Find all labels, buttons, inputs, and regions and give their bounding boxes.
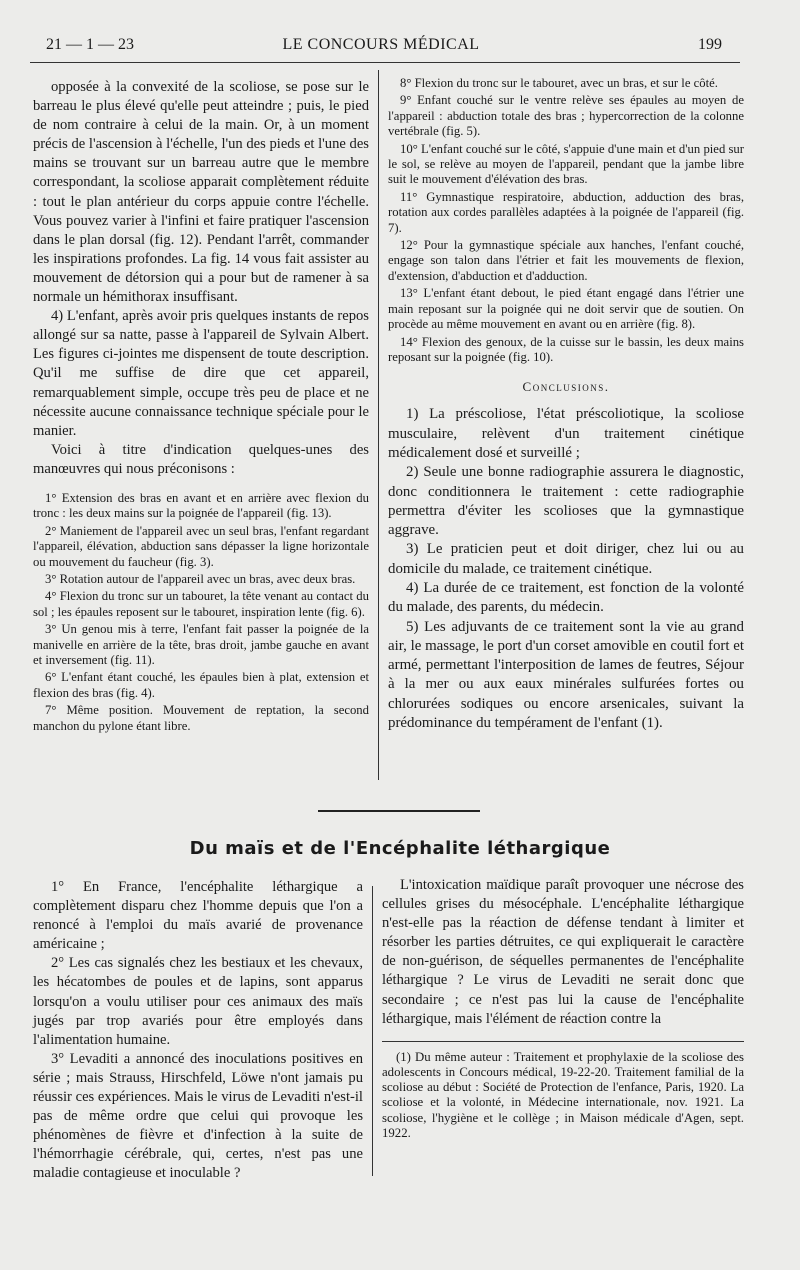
- column-left-top: [33, 78, 369, 736]
- conclusion-item: 3) Le praticien peut et doit diriger, chez lui ou au domicile du malade, ce traitement cinétique.: [388, 541, 744, 577]
- exercise-item: 10° L'enfant couché sur le côté, s'appuie d'une main et d'un pied sur le sol, se relève au moyen de l'appareil, pendant que la jambe libre suit le mouvement d'élévation des bras.: [388, 141, 744, 187]
- exercise-item: 1° Extension des bras en avant et en arrière avec flexion du tronc : les deux mains sur la poignée de l'appareil (fig. 13).: [33, 490, 369, 521]
- exercise-item: 9° Enfant couché sur le ventre relève ses épaules au moyen de l'appareil : abduction totale des bras ; hypercorrection de la colonne vertébrale (fig. 5).: [388, 93, 744, 139]
- paragraph: Voici à titre d'indication quelques-unes des manœuvres qui nous préconisons :: [33, 441, 369, 477]
- exercise-item: 2° Maniement de l'appareil avec un seul bras, l'enfant regardant l'appareil, élévation, abduction sans dépasser la ligne horizontale ou mouvement du faucheur (fig. 3).: [33, 523, 369, 569]
- footnote: (1) Du même auteur : Traitement et prophylaxie de la scoliose des adolescents in Concours médical, 19-22-20. Traitement familial de la scoliose au début : Société de Protection de l'enfance, Paris, 1920. La scoliose et la volonté, in Médecine internationale, nov. 1921. La scoliose, l'hygiène et le collège ; in Maison médicale d'Agen, sept. 1922.: [382, 1049, 744, 1140]
- column-right-bottom: [382, 876, 744, 1141]
- exercise-list: [388, 76, 744, 365]
- exercise-list: [33, 491, 369, 734]
- issue-date: 21 — 1 — 23: [46, 36, 134, 53]
- exercise-item: 7° Même position. Mouvement de reptation, la second manchon du pylone étant libre.: [33, 703, 369, 733]
- journal-title: LE CONCOURS MÉDICAL: [282, 36, 480, 53]
- running-header: [40, 36, 722, 60]
- paragraph: 1° En France, l'encéphalite léthargique a complètement disparu chez l'homme depuis que l'on a renoncé à l'emploi du maïs avarié de provenance américaine ;: [33, 879, 363, 953]
- section-separator: [318, 810, 480, 812]
- column-left-bottom: [33, 878, 363, 1184]
- exercise-item: 12° Pour la gymnastique spéciale aux hanches, l'enfant couché, engage son talon dans l'étrier et fait les mouvements de flexion, d'extension, d'abduction et d'adduction.: [388, 238, 744, 283]
- column-divider: [378, 70, 379, 780]
- conclusion-item: 5) Les adjuvants de ce traitement sont la vie au grand air, le massage, le port d'un corset amovible en coutil fort et armé, permettant l'interposition de lames de feutres, Séjour à la mer ou aux eaux minérales sulfurées fortes ou chlorurées sodiques ou encore arsenicales, suivant la prédominance du tempérament de l'enfant (1).: [388, 618, 744, 732]
- conclusion-item: 4) La durée de ce traitement, est fonction de la volonté du malade, des parents, du médecin.: [388, 579, 744, 616]
- exercise-item: 3° Un genou mis à terre, l'enfant fait passer la poignée de la manivelle en arrière de la tête, bras droit, jambe gauche en avant et inversement (fig. 11).: [33, 622, 369, 668]
- footnote-rule: [382, 1041, 744, 1042]
- article-title: Du maïs et de l'Encéphalite léthargique: [189, 838, 611, 859]
- exercise-item: 8° Flexion du tronc sur le tabouret, avec un bras, et sur le côté.: [400, 76, 718, 90]
- conclusions-heading: Conclusions.: [522, 379, 610, 395]
- page-number: 199: [698, 36, 722, 53]
- exercise-item: 13° L'enfant étant debout, le pied étant engagé dans l'étrier une main reposant sur la poignée qui ne doit servir que de soutien. On procède au même mouvement en avant ou en arrière (fig. 8).: [388, 286, 744, 332]
- column-divider: [372, 886, 373, 1176]
- exercise-item: 3° Rotation autour de l'appareil avec un bras, avec deux bras.: [45, 572, 356, 586]
- paragraph: L'intoxication maïdique paraît provoquer une nécrose des cellules grises du mésocéphale. L'encéphalite léthargique n'est-elle pas la réaction de défense tendant à limiter et résorber les parties détruites, ce qui expliquerait le caractère de non-guérison, de séquelles permanentes de l'encéphalite léthargique ? Le virus de Levaditi ne serait donc que secondaire ; ce n'est pas lui la cause de l'encéphalite léthargique, mais l'élément de réaction contre la: [382, 877, 744, 1027]
- exercise-item: 4° Flexion du tronc sur un tabouret, la tête venant au contact du sol ; les épaules reposent sur le tabouret, inspiration lente (fig. 6).: [33, 589, 369, 619]
- conclusion-item: 1) La préscoliose, l'état préscoliotique, la scoliose musculaire, relèvent d'un traitement cinétique médicalement dosé et surveillé ;: [388, 406, 744, 461]
- column-right-top: [388, 76, 744, 733]
- header-rule: [30, 62, 740, 63]
- exercise-item: 6° L'enfant étant couché, les épaules bien à plat, extension et flexion des bras (fig. 4).: [33, 670, 369, 700]
- exercise-item: 14° Flexion des genoux, de la cuisse sur le bassin, les deux mains reposant sur la poignée (fig. 10).: [388, 334, 744, 364]
- paragraph: opposée à la convexité de la scoliose, se pose sur le barreau le plus élevé qu'elle peut atteindre ; puis, le pied de nom contraire à celui de la main. Or, à un moment précis de l'ascension à l'échelle, l'un des pieds et l'une des mains se trouvant sur un barreau autre que le membre correspondant, la scoliose apparait complètement réduite : tout le plan antérieur du corps appuie contre l'échelle. Vous pouvez varier à l'infini et faire pratiquer l'ascension dans le plan dorsal (fig. 12). Pendant l'arrêt, commander les inspirations profondes. La fig. 14 vous fait assister au mouvement de détorsion qui a pour but de ramener à sa normale un hémithorax insuffisant.: [33, 79, 369, 306]
- paragraph: 3° Levaditi a annoncé des inoculations positives en série ; mais Strauss, Hirschfeld, Löwe n'ont jamais pu réussir ces expériences. Mais le virus de Levaditi n'est-il pas de même ordre que celui qui provoque les phénomènes de fièvre et d'infection à la suite de l'hémorrhagie cérébrale, qui, certes, n'est pas une maladie contagieuse et inoculable ?: [33, 1050, 363, 1182]
- conclusion-item: 2) Seule une bonne radiographie assurera le diagnostic, donc conditionnera le traitement : cette radiographie permettra d'éviter les scolioses que la gymnastique aggrave.: [388, 464, 744, 539]
- exercise-item: 11° Gymnastique respiratoire, abduction, adduction des bras, rotation aux cordes parallèles adaptées à la poignée de l'appareil (fig. 7).: [388, 189, 744, 235]
- paragraph: 2° Les cas signalés chez les bestiaux et les chevaux, les hécatombes de poules et de lapins, sont apparus lorsqu'on a voulu utiliser pour ces animaux des maïs jugés par trop avariés pour être employés dans l'alimentation humaine.: [33, 955, 363, 1048]
- paragraph: 4) L'enfant, après avoir pris quelques instants de repos allongé sur sa natte, passe à l'appareil de Sylvain Albert. Les figures ci-jointes me dispensent de toute description. Qu'il me suffise de dire que cet appareil, remarquablement simple, occupe très peu de place et ne nécessite aucune connaissance technique spéciale pour le manier.: [33, 308, 369, 439]
- conclusions-list: [388, 405, 744, 733]
